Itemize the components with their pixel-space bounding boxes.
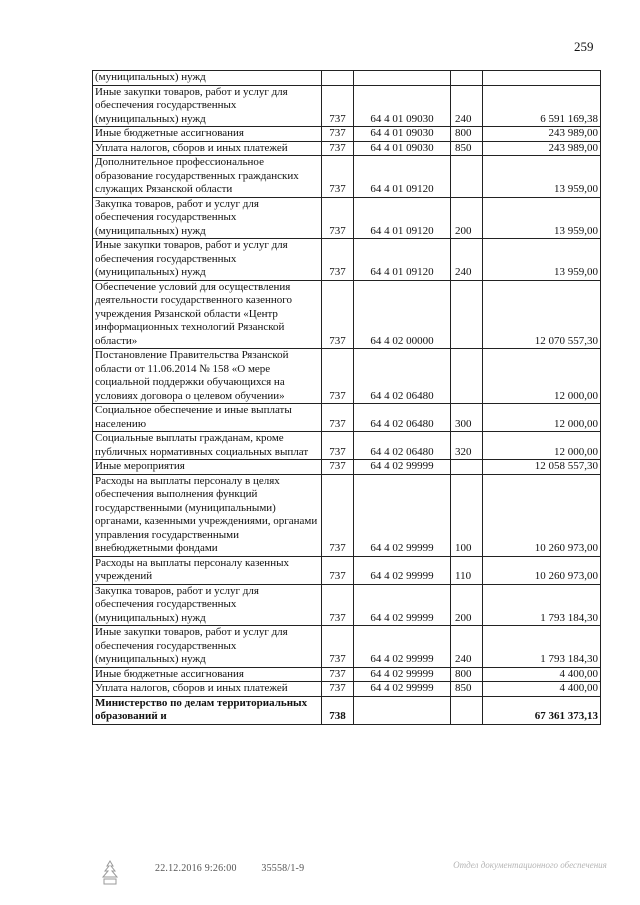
row-name-cell: Иные бюджетные ассигнования (93, 667, 322, 682)
row-csr-cell: 64 4 01 09030 (354, 127, 451, 142)
row-csr-cell: 64 4 01 09120 (354, 156, 451, 198)
row-name-cell: Обеспечение условий для осуществления деятельности государственного казенного учреждения Рязанской области «Центр информационных технологий Рязанской области» (93, 280, 322, 349)
row-code-cell: 737 (322, 460, 354, 475)
row-sum-cell: 13 959,00 (483, 197, 601, 239)
row-csr-cell: 64 4 02 99999 (354, 667, 451, 682)
table-row (93, 280, 601, 349)
row-code-cell: 737 (322, 239, 354, 281)
row-sum-cell: 1 793 184,30 (483, 626, 601, 668)
row-name-cell: Закупка товаров, работ и услуг для обеспечения государственных (муниципальных) нужд (93, 584, 322, 626)
table-row (93, 556, 601, 584)
row-name-cell: Дополнительное профессиональное образование государственных гражданских служащих Рязанской области (93, 156, 322, 198)
table-row (93, 696, 601, 724)
table-row (93, 404, 601, 432)
row-name-cell: Социальные выплаты гражданам, кроме публичных нормативных социальных выплат (93, 432, 322, 460)
row-sum-cell: 6 591 169,38 (483, 85, 601, 127)
row-vr-cell: 100 (451, 474, 483, 556)
row-name-cell: Расходы на выплаты персоналу в целях обеспечения выполнения функций государственными (муниципальными) органами, казенными учреждениями, органами управления государственными внебюджетными фондами (93, 474, 322, 556)
row-csr-cell: 64 4 01 09030 (354, 141, 451, 156)
row-vr-cell: 850 (451, 682, 483, 697)
row-vr-cell: 800 (451, 127, 483, 142)
row-vr-cell: 320 (451, 432, 483, 460)
row-code-cell: 737 (322, 682, 354, 697)
table-row (93, 667, 601, 682)
table-row (93, 584, 601, 626)
row-sum-cell: 1 793 184,30 (483, 584, 601, 626)
row-vr-cell: 200 (451, 197, 483, 239)
footer (0, 860, 640, 890)
budget-table-body (93, 71, 601, 725)
row-vr-cell (451, 71, 483, 86)
row-csr-cell: 64 4 02 99999 (354, 460, 451, 475)
row-sum-cell: 4 400,00 (483, 667, 601, 682)
table-row (93, 460, 601, 475)
row-name-cell: Социальное обеспечение и иные выплаты населению (93, 404, 322, 432)
row-csr-cell: 64 4 02 99999 (354, 626, 451, 668)
row-sum-cell: 67 361 373,13 (483, 696, 601, 724)
row-name-cell: Уплата налогов, сборов и иных платежей (93, 682, 322, 697)
row-csr-cell: 64 4 02 00000 (354, 280, 451, 349)
row-name-cell: Иные закупки товаров, работ и услуг для обеспечения государственных (муниципальных) нужд (93, 239, 322, 281)
footer-stamp (155, 863, 326, 874)
row-sum-cell: 10 260 973,00 (483, 474, 601, 556)
row-code-cell: 737 (322, 85, 354, 127)
seal-icon (100, 860, 120, 886)
row-name-cell: Уплата налогов, сборов и иных платежей (93, 141, 322, 156)
row-csr-cell (354, 71, 451, 86)
row-code-cell (322, 71, 354, 86)
row-code-cell: 737 (322, 556, 354, 584)
row-sum-cell: 13 959,00 (483, 239, 601, 281)
row-vr-cell: 300 (451, 404, 483, 432)
row-code-cell: 737 (322, 197, 354, 239)
row-sum-cell: 243 989,00 (483, 127, 601, 142)
row-sum-cell: 243 989,00 (483, 141, 601, 156)
row-csr-cell: 64 4 02 99999 (354, 474, 451, 556)
row-vr-cell (451, 349, 483, 404)
row-vr-cell (451, 696, 483, 724)
row-csr-cell: 64 4 02 06480 (354, 432, 451, 460)
row-code-cell: 737 (322, 432, 354, 460)
row-name-cell: Иные бюджетные ассигнования (93, 127, 322, 142)
table-row (93, 141, 601, 156)
budget-table (92, 70, 601, 725)
table-row (93, 239, 601, 281)
footer-date: 22.12.2016 9:26:00 (155, 863, 237, 874)
row-code-cell: 737 (322, 141, 354, 156)
row-csr-cell: 64 4 02 99999 (354, 682, 451, 697)
table-row (93, 197, 601, 239)
row-csr-cell: 64 4 02 06480 (354, 349, 451, 404)
row-code-cell: 737 (322, 667, 354, 682)
row-csr-cell: 64 4 01 09120 (354, 239, 451, 281)
row-sum-cell: 4 400,00 (483, 682, 601, 697)
row-vr-cell (451, 156, 483, 198)
table-row (93, 432, 601, 460)
row-csr-cell (354, 696, 451, 724)
row-name-cell: Закупка товаров, работ и услуг для обеспечения государственных (муниципальных) нужд (93, 197, 322, 239)
row-code-cell: 737 (322, 280, 354, 349)
footer-doc-id: 35558/1-9 (261, 863, 305, 874)
row-vr-cell (451, 460, 483, 475)
row-code-cell: 737 (322, 156, 354, 198)
row-vr-cell: 240 (451, 85, 483, 127)
row-sum-cell: 12 070 557,30 (483, 280, 601, 349)
row-name-cell: Постановление Правительства Рязанской области от 11.06.2014 № 158 «О мере социальной поддержки обучающихся на условиях договора о целевом обучении» (93, 349, 322, 404)
row-csr-cell: 64 4 02 99999 (354, 556, 451, 584)
page-number: 259 (574, 39, 594, 54)
row-sum-cell: 12 058 557,30 (483, 460, 601, 475)
row-vr-cell: 800 (451, 667, 483, 682)
row-name-cell: Иные закупки товаров, работ и услуг для обеспечения государственных (муниципальных) нужд (93, 85, 322, 127)
row-name-cell: (муниципальных) нужд (93, 71, 322, 86)
row-sum-cell: 12 000,00 (483, 349, 601, 404)
table-row (93, 349, 601, 404)
row-csr-cell: 64 4 02 99999 (354, 584, 451, 626)
row-vr-cell: 240 (451, 239, 483, 281)
row-code-cell: 737 (322, 404, 354, 432)
footer-watermark: Отдел документационного обеспечения (453, 860, 607, 870)
row-vr-cell (451, 280, 483, 349)
row-sum-cell: 13 959,00 (483, 156, 601, 198)
row-vr-cell: 110 (451, 556, 483, 584)
row-code-cell: 737 (322, 474, 354, 556)
row-name-cell: Иные закупки товаров, работ и услуг для обеспечения государственных (муниципальных) нужд (93, 626, 322, 668)
row-sum-cell (483, 71, 601, 86)
row-code-cell: 737 (322, 349, 354, 404)
row-code-cell: 738 (322, 696, 354, 724)
row-sum-cell: 10 260 973,00 (483, 556, 601, 584)
row-code-cell: 737 (322, 584, 354, 626)
row-csr-cell: 64 4 01 09030 (354, 85, 451, 127)
table-row (93, 85, 601, 127)
row-sum-cell: 12 000,00 (483, 404, 601, 432)
table-row (93, 626, 601, 668)
row-vr-cell: 850 (451, 141, 483, 156)
row-sum-cell: 12 000,00 (483, 432, 601, 460)
table-row (93, 71, 601, 86)
table-row (93, 682, 601, 697)
row-code-cell: 737 (322, 626, 354, 668)
row-vr-cell: 240 (451, 626, 483, 668)
row-name-cell: Расходы на выплаты персоналу казенных учреждений (93, 556, 322, 584)
row-code-cell: 737 (322, 127, 354, 142)
table-row (93, 474, 601, 556)
row-csr-cell: 64 4 02 06480 (354, 404, 451, 432)
table-row (93, 156, 601, 198)
row-name-cell: Министерство по делам территориальных образований и (93, 696, 322, 724)
row-csr-cell: 64 4 01 09120 (354, 197, 451, 239)
row-vr-cell: 200 (451, 584, 483, 626)
table-row (93, 127, 601, 142)
row-name-cell: Иные мероприятия (93, 460, 322, 475)
